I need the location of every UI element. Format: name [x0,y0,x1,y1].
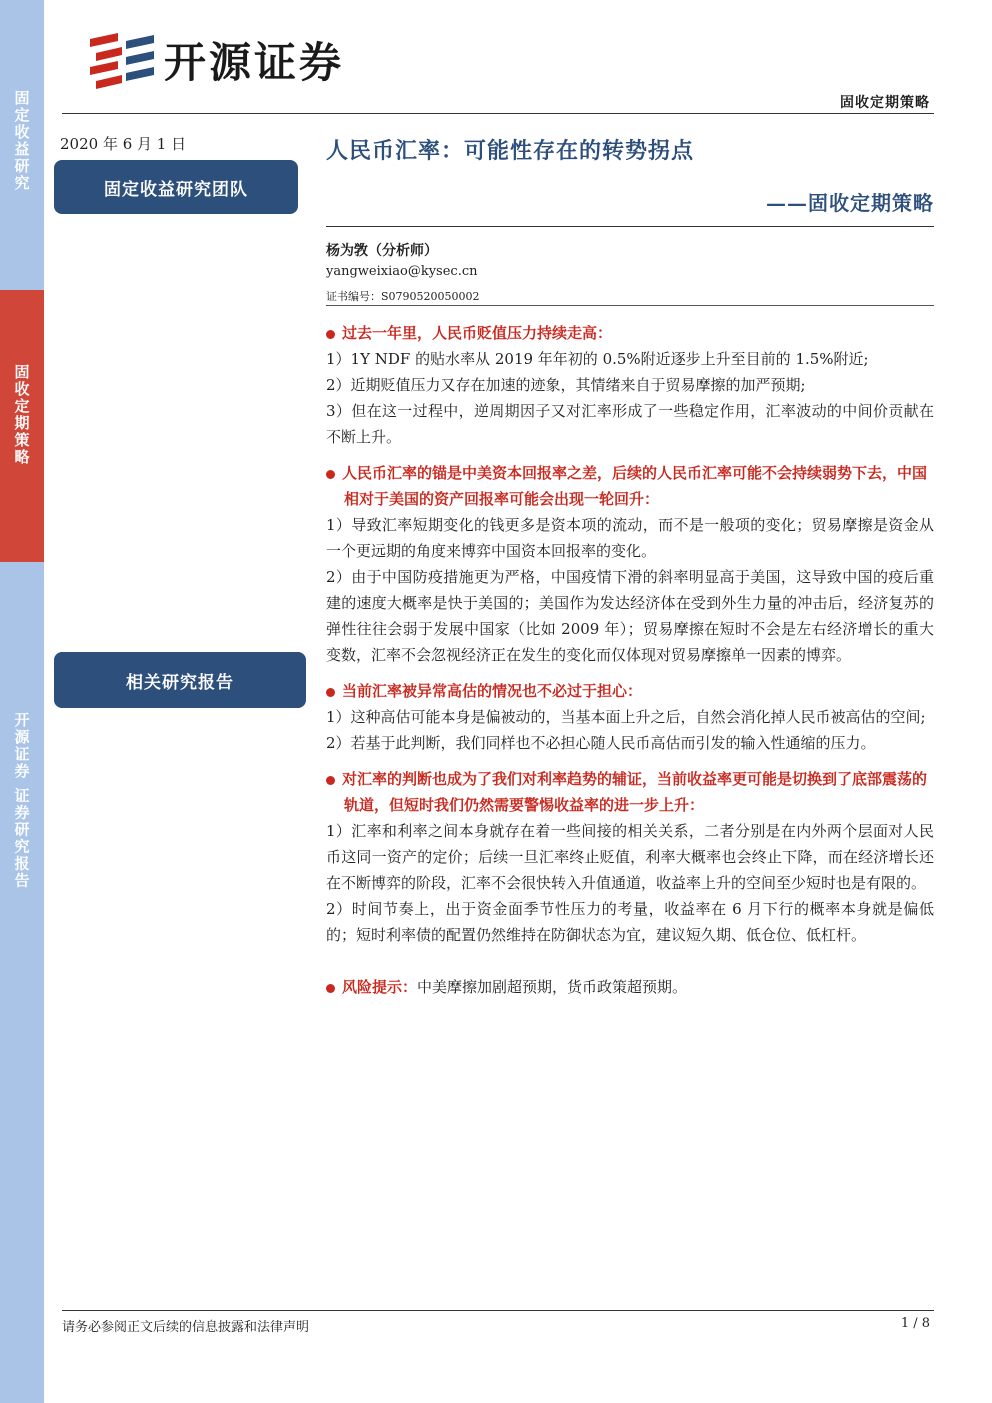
analyst-name: 杨为敩（分析师） [326,243,438,259]
report-date: 2020 年 6 月 1 日 [60,135,187,153]
section-paragraph: 1）导致汇率短期变化的钱更多是资本项的流动，而不是一般项的变化；贸易摩擦是资金从一个更远期的角度来博弈中国资本回报率的变化。 [326,516,934,560]
team-badge: 固定收益研究团队 [54,160,298,214]
risk-text: 中美摩擦加剧超预期，货币政策超预期。 [417,978,688,996]
section-paragraph: 2）时间节奏上，出于资金面季节性压力的考量，收益率在 6 月下行的概率本身就是偏低的；短时利率债的配置仍然维持在防御状态为宜，建议短久期、低仓位、低杠杆。 [326,900,934,944]
summary-section [326,320,934,450]
author-divider [326,305,934,306]
title-divider [326,226,934,227]
side-section-brand [0,562,44,1403]
side-label-brand: 开源证券 证券研究报告 [12,712,31,890]
report-title: 人民币汇率：可能性存在的转势拐点 [326,138,695,164]
company-logo [88,30,344,90]
analyst-email[interactable]: yangweixiao@kysec.cn [326,264,478,279]
section-heading: 过去一年里，人民币贬值压力持续走高： [326,320,934,346]
bullet-icon [326,776,335,785]
bullet-icon [326,984,335,993]
section-paragraph: 1）1Y NDF 的贴水率从 2019 年年初的 0.5%附近逐步上升至目前的 1.5%附近; [326,350,869,368]
section-heading: 人民币汇率的锚是中美资本回报率之差，后续的人民币汇率可能不会持续弱势下去，中国相对于美国的资产回报率可能会出现一轮回升： [326,460,934,512]
related-reports-badge: 相关研究报告 [54,652,306,708]
section-paragraph: 1）这种高估可能本身是偏被动的，当基本面上升之后，自然会消化掉人民币被高估的空间; [326,708,926,726]
analyst-certificate: 证书编号：S0790520050002 [326,290,480,303]
section-paragraph: 2）由于中国防疫措施更为严格，中国疫情下滑的斜率明显高于美国，这导致中国的疫后重建的速度大概率是快于美国的；美国作为发达经济体在受到外生力量的冲击后，经济复苏的弹性往往会弱于发展中国家（比如 2009 年）；贸易摩擦在短时不会是左右经济增长的重大变数，汇率不会忽视经济正在发生的变化而仅体现对贸易摩擦单一因素的博弈。 [326,568,934,664]
section-paragraph: 1）汇率和利率之间本身就存在着一些间接的相关关系，二者分别是在内外两个层面对人民币这同一资产的定价；后续一旦汇率终止贬值，利率大概率也会终止下降，而在经济增长还在不断博弈的阶段，汇率不会很快转入升值通道，收益率上升的空间至少短时也是有限的。 [326,822,934,892]
bullet-icon [326,688,335,697]
footer-divider [62,1310,934,1311]
summary-section [326,766,934,948]
bullet-icon [326,470,335,479]
page-number: 1 / 8 [900,1316,930,1331]
side-section-strategy [0,290,44,562]
logo-text: 开源证券 [164,38,345,87]
risk-warning [326,974,934,1000]
section-heading: 当前汇率被异常高估的情况也不必过于担心： [326,678,934,704]
bullet-icon [326,330,335,339]
side-label-fixed-income: 固定收益研究 [12,90,31,192]
header-category: 固收定期策略 [840,95,930,111]
section-paragraph: 3）但在这一过程中，逆周期因子又对汇率形成了一些稳定作用，汇率波动的中间价贡献在不断上升。 [326,402,934,446]
summary-section [326,460,934,668]
report-subtitle: ——固收定期策略 [766,191,934,215]
summary-section [326,678,934,756]
header-divider [62,113,934,114]
risk-heading: 风险提示： [342,978,418,996]
side-label-strategy: 固收定期策略 [12,364,31,466]
section-heading: 对汇率的判断也成为了我们对利率趋势的辅证，当前收益率更可能是切换到了底部震荡的轨道，但短时我们仍然需要警惕收益率的进一步上升： [326,766,934,818]
section-paragraph: 2）若基于此判断，我们同样也不必担心随人民币高估而引发的输入性通缩的压力。 [326,734,876,752]
section-paragraph: 2）近期贬值压力又存在加速的迹象，其情绪来自于贸易摩擦的加严预期; [326,376,806,394]
footer-disclaimer: 请务必参阅正文后续的信息披露和法律声明 [62,1320,310,1335]
side-section-fixed-income [0,0,44,290]
logo-mark-icon [88,31,156,89]
side-band [0,0,44,1403]
report-summary [326,320,934,1000]
